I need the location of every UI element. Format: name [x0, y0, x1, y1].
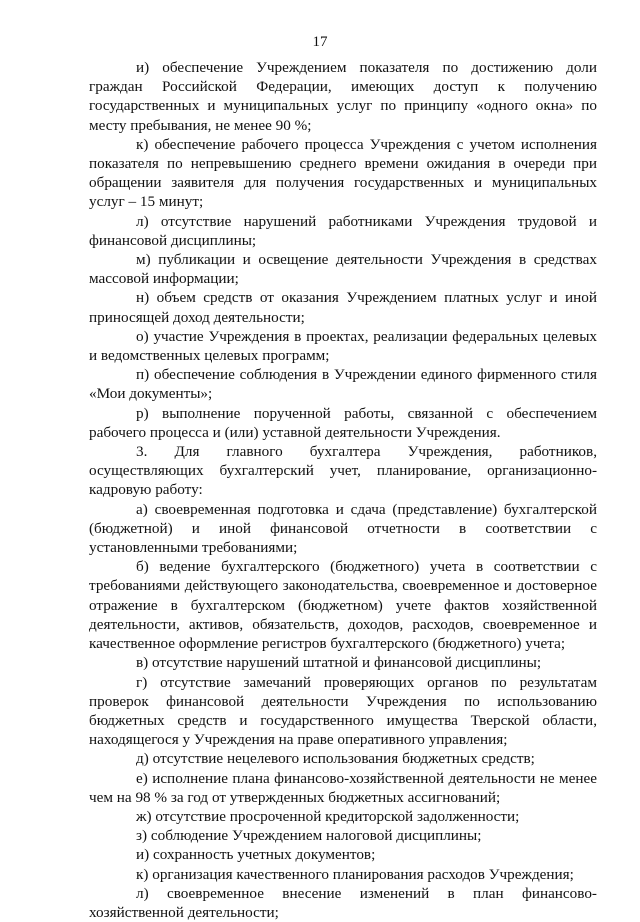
paragraph-item-i-2: и) сохранность учетных документов; [136, 846, 376, 864]
paragraph-item-e: е) исполнение плана финансово-хозяйственной деятельности не менее чем на 98 % за год от утвержденных бюджетных ассигнований; [89, 769, 597, 806]
paragraph-item-p: п) обеспечение соблюдения в Учреждении единого фирменного стиля «Мои документы»; [89, 366, 597, 403]
paragraph-item-n: н) объем средств от оказания Учреждением платных услуг и иной приносящей доход деятельности; [89, 289, 597, 326]
document-body [89, 58, 597, 922]
paragraph-item-i: и) обеспечение Учреждением показателя по достижению доли граждан Российской Федерации, имеющих доступ к получению государственных и муниципальных услуг по принципу «одного окна» по месту пребывания, не менее 90 %; [89, 59, 597, 134]
paragraph-item-d: д) отсутствие нецелевого использования бюджетных средств; [136, 750, 535, 768]
paragraph-item-a: а) своевременная подготовка и сдача (представление) бухгалтерской (бюджетной) и иной финансовой отчетности в соответствии с установленными требованиями; [89, 500, 597, 557]
section-3-heading: 3. Для главного бухгалтера Учреждения, работников, осуществляющих бухгалтерский учет, планирование, организационно-кадровую работу: [89, 443, 597, 499]
paragraph-item-z: з) соблюдение Учреждением налоговой дисциплины; [136, 827, 482, 845]
paragraph-item-l-2: л) своевременное внесение изменений в план финансово-хозяйственной деятельности; [89, 884, 597, 921]
paragraph-item-b: б) ведение бухгалтерского (бюджетного) учета в соответствии с требованиями действующего законодательства, своевременное и достоверное отражение в бухгалтерском (бюджетном) учете фактов хозяйственной деятельности, активов, обязательств, доходов, расходов, своевременное и качественное оформление регистров бухгалтерского (бюджетного) учета; [89, 558, 597, 653]
paragraph-item-g: г) отсутствие замечаний проверяющих органов по результатам проверок финансовой деятельности Учреждения по использованию бюджетных средств и государственного имущества Тверской области, находящегося у Учреждения на праве оперативного управления; [89, 673, 597, 749]
paragraph-item-k: к) обеспечение рабочего процесса Учреждения с учетом исполнения показателя по непревышению среднего времени ожидания в очереди при обращении заявителя для получения государственных и муниципальных услуг – 15 минут; [89, 135, 597, 211]
paragraph-item-zh: ж) отсутствие просроченной кредиторской задолженности; [136, 807, 520, 825]
paragraph-item-l: л) отсутствие нарушений работниками Учреждения трудовой и финансовой дисциплины; [89, 212, 597, 249]
page-number: 17 [312, 34, 328, 50]
paragraph-item-o: о) участие Учреждения в проектах, реализации федеральных целевых и ведомственных целевых программ; [89, 327, 597, 365]
paragraph-item-m: м) публикации и освещение деятельности Учреждения в средствах массовой информации; [89, 251, 597, 288]
paragraph-item-r: р) выполнение порученной работы, связанной с обеспечением рабочего процесса и (или) уставной деятельности Учреждения. [89, 404, 597, 441]
paragraph-item-v: в) отсутствие нарушений штатной и финансовой дисциплины; [136, 654, 542, 672]
paragraph-item-k-2: к) организация качественного планирования расходов Учреждения; [136, 865, 574, 883]
